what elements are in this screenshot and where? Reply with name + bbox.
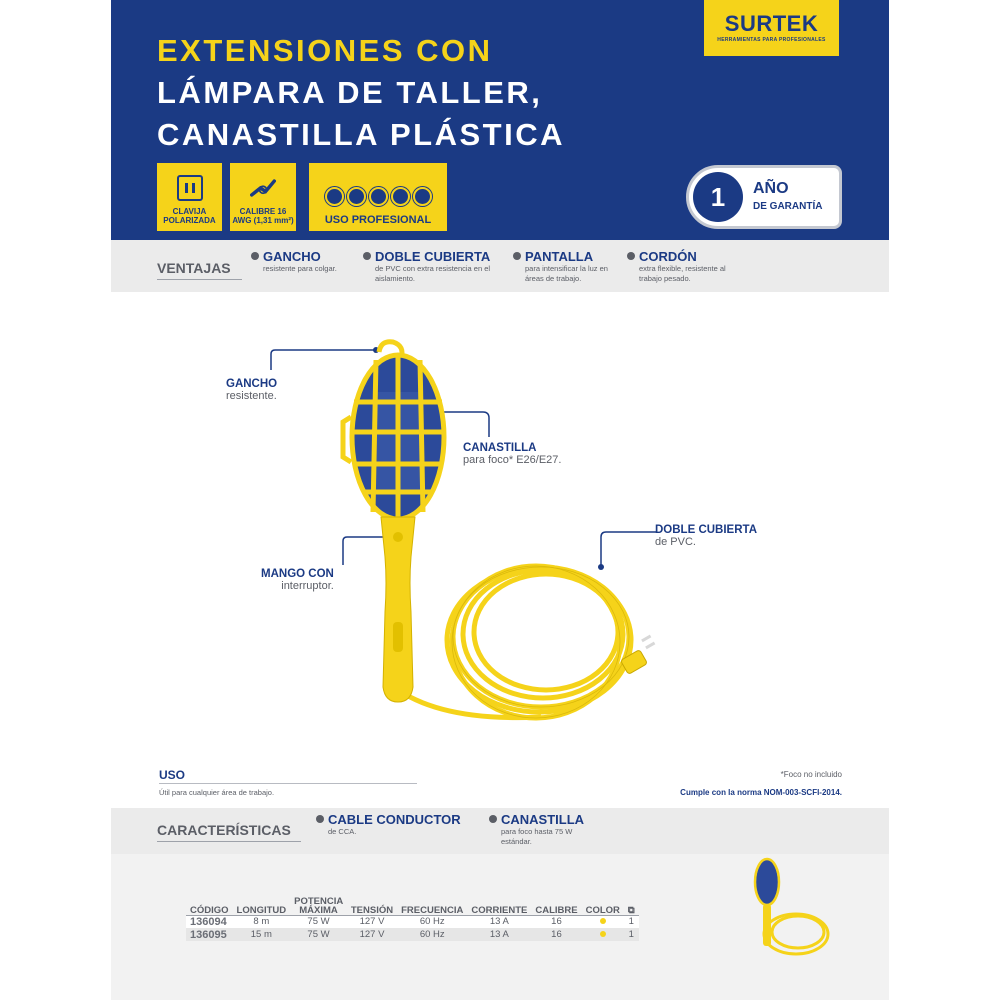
- callout-desc: para foco* E26/E27.: [463, 454, 562, 466]
- warranty-number: 1: [693, 172, 743, 222]
- cell-color: [582, 928, 624, 941]
- cell-corriente: 13 A: [467, 928, 531, 941]
- cable-icon: [250, 175, 276, 201]
- ventajas-heading: VENTAJAS: [157, 260, 231, 276]
- col-header-corriente: CORRIENTE: [467, 893, 531, 915]
- plug-icon: [177, 175, 203, 201]
- ventaja-item: [513, 249, 620, 284]
- ventaja-desc: extra flexible, resistente al trabajo pesado.: [639, 264, 726, 283]
- warranty-years: AÑO: [753, 180, 789, 197]
- professional-use-icon: [325, 187, 432, 206]
- callout-title: GANCHO: [226, 378, 278, 390]
- ventaja-title: DOBLE CUBIERTA: [363, 249, 505, 264]
- col-header-potencia: POTENCIA MÁXIMA: [290, 893, 347, 915]
- cell-frecuencia: 60 Hz: [397, 915, 467, 928]
- callout-title: MANGO CON: [261, 568, 334, 580]
- cell-longitud: 8 m: [233, 915, 291, 928]
- cell-frecuencia: 60 Hz: [397, 928, 467, 941]
- product-sheet: [111, 0, 889, 1000]
- package-icon: ⧉: [627, 904, 635, 916]
- color-swatch: [600, 931, 606, 937]
- uso-desc: Útil para cualquier área de trabajo.: [159, 788, 275, 797]
- cell-potencia: 75 W: [290, 915, 347, 928]
- brand-tagline: HERRAMIENTAS PARA PROFESIONALES: [717, 37, 826, 43]
- cell-longitud: 15 m: [233, 928, 291, 941]
- table-row: [186, 915, 639, 928]
- color-swatch: [600, 918, 606, 924]
- cell-color: [582, 915, 624, 928]
- cell-pack: 1: [624, 928, 639, 941]
- title-line-1: EXTENSIONES CON: [157, 33, 493, 68]
- cell-calibre: 16: [531, 928, 581, 941]
- col-header-color: COLOR: [582, 893, 624, 915]
- badge-gauge: [230, 163, 296, 231]
- callout-gancho: [226, 378, 277, 402]
- caracteristica-desc: de CCA.: [328, 827, 357, 836]
- badge-label: CLAVIJA POLARIZADA: [163, 207, 216, 225]
- cell-tension: 127 V: [347, 928, 397, 941]
- cell-codigo: 136094: [186, 915, 233, 928]
- ventaja-title: PANTALLA: [513, 249, 620, 264]
- warranty-badge: [686, 165, 842, 229]
- callout-title: CANASTILLA: [463, 442, 537, 454]
- foco-note: *Foco no incluido: [780, 770, 842, 779]
- ventaja-desc: de PVC con extra resistencia en el aislamiento.: [375, 264, 491, 283]
- warranty-text: DE GARANTÍA: [753, 201, 823, 212]
- callout-desc: de PVC.: [655, 536, 696, 548]
- title-line-2: LÁMPARA DE TALLER,: [157, 75, 543, 110]
- norma-note: Cumple con la norma NOM-003-SCFI-2014.: [680, 788, 842, 797]
- badge-label: USO PROFESIONAL: [324, 214, 432, 226]
- cell-pack: 1: [624, 915, 639, 928]
- header: [111, 0, 889, 240]
- ventaja-item: [627, 249, 749, 284]
- caracteristica-title: CABLE CONDUCTOR: [316, 812, 461, 827]
- col-header-longitud: LONGITUD: [233, 893, 291, 915]
- callout-title: DOBLE CUBIERTA: [655, 524, 758, 536]
- badge-professional-use: [309, 163, 447, 231]
- brand-logo: [704, 0, 839, 56]
- callout-canastilla: [463, 442, 561, 466]
- ventaja-title: CORDÓN: [627, 249, 749, 264]
- ventaja-desc: resistente para colgar.: [263, 264, 337, 273]
- col-header-calibre: CALIBRE: [531, 893, 581, 915]
- specs-table: [186, 893, 639, 941]
- callout-doble-cubierta: [655, 524, 757, 548]
- ventajas-band: [111, 240, 889, 292]
- caracteristicas-heading: CARACTERÍSTICAS: [157, 822, 291, 838]
- page-title: [157, 30, 565, 156]
- caracteristica-desc: para foco hasta 75 W estándar.: [501, 827, 573, 846]
- ventaja-desc: para intensificar la luz en áreas de trabajo.: [525, 264, 608, 283]
- cell-calibre: 16: [531, 915, 581, 928]
- caracteristica-item: [316, 812, 461, 837]
- caracteristicas-band: [111, 808, 889, 854]
- badge-polarized-plug: [157, 163, 222, 231]
- col-header-codigo: CÓDIGO: [186, 893, 233, 915]
- title-line-3: CANASTILLA PLÁSTICA: [157, 117, 565, 152]
- cell-codigo: 136095: [186, 928, 233, 941]
- uso-heading: USO: [159, 768, 186, 782]
- cell-tension: 127 V: [347, 915, 397, 928]
- ventaja-item: [363, 249, 505, 284]
- col-header-tension: TENSIÓN: [347, 893, 397, 915]
- table-header-row: [186, 893, 639, 915]
- badge-label: CALIBRE 16 AWG (1,31 mm²): [232, 207, 294, 225]
- caracteristica-item: [489, 812, 601, 847]
- callout-mango: [261, 568, 334, 592]
- table-row: [186, 928, 639, 941]
- ventaja-title: GANCHO: [251, 249, 393, 264]
- cell-corriente: 13 A: [467, 915, 531, 928]
- callout-desc: resistente.: [226, 390, 277, 402]
- col-header-pack: [624, 893, 639, 915]
- product-thumbnail: [741, 854, 841, 964]
- brand-name: SURTEK: [724, 11, 819, 36]
- product-illustration-area: [111, 292, 889, 762]
- divider: [159, 783, 417, 784]
- work-lamp-illustration: [111, 292, 889, 762]
- cell-potencia: 75 W: [290, 928, 347, 941]
- col-header-frecuencia: FRECUENCIA: [397, 893, 467, 915]
- caracteristica-title: CANASTILLA: [489, 812, 601, 827]
- callout-desc: interruptor.: [281, 580, 334, 592]
